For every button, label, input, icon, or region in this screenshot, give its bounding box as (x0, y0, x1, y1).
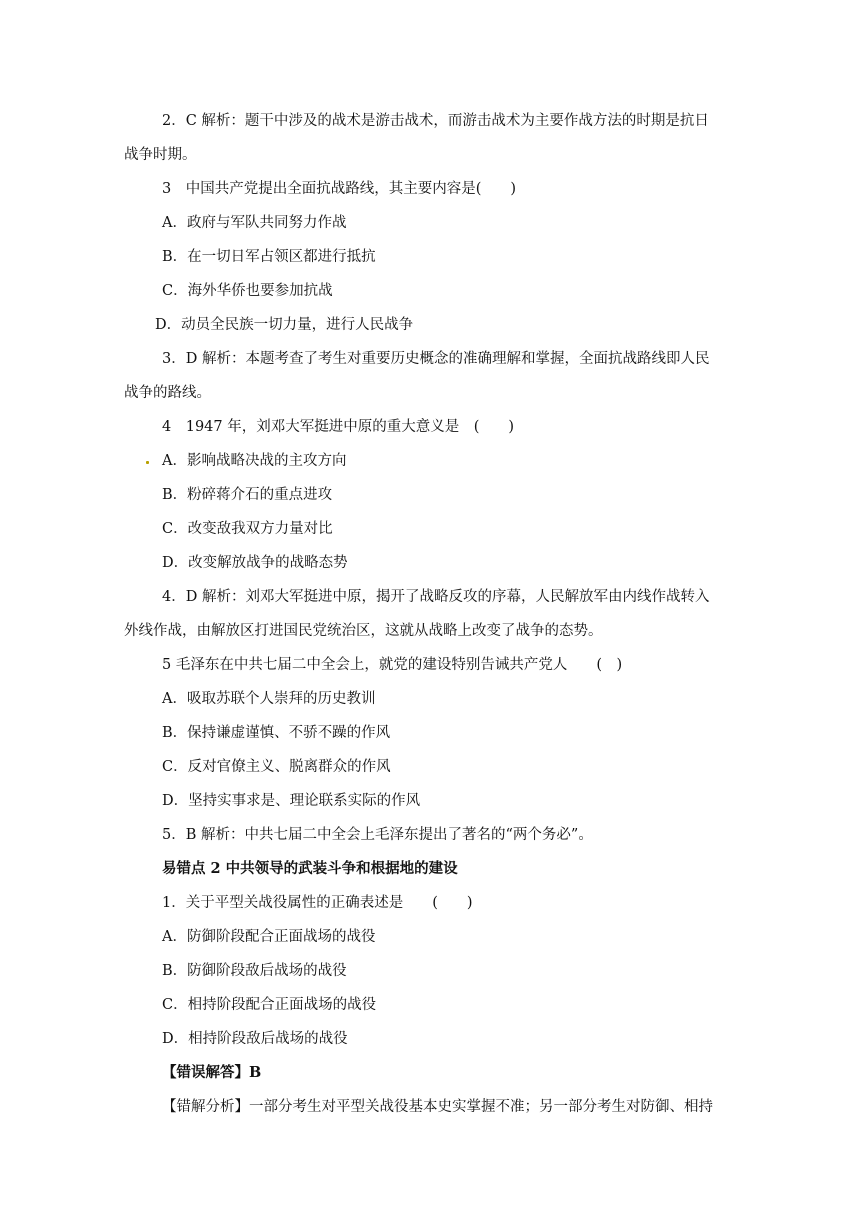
question-5-option-b: B．保持谦虚谨慎、不骄不躁的作风 (162, 725, 391, 741)
answer-5-analysis: 5．B 解析：中共七届二中全会上毛泽东提出了著名的“两个务必”。 (162, 827, 593, 843)
section-question-1-option-a: A．防御阶段配合正面战场的战役 (162, 929, 376, 945)
section-question-1-option-d: D．相持阶段敌后战场的战役 (162, 1031, 348, 1047)
section-heading: 易错点 2 中共领导的武装斗争和根据地的建设 (162, 860, 458, 877)
answer-3-analysis-cont: 战争的路线。 (124, 385, 211, 401)
section-question-1-option-c: C．相持阶段配合正面战场的战役 (162, 997, 377, 1013)
question-4-option-a: A．影响战略决战的主攻方向 (162, 453, 347, 469)
question-5-option-a: A．吸取苏联个人崇拜的历史教训 (162, 691, 376, 707)
question-4-option-c: C．改变敌我双方力量对比 (162, 521, 333, 537)
answer-4-analysis-cont: 外线作战，由解放区打进国民党统治区，这就从战略上改变了战争的态势。 (124, 623, 603, 639)
question-3-stem: 3 中国共产党提出全面抗战路线，其主要内容是( ) (162, 181, 517, 197)
question-5-stem: 5 毛泽东在中共七届二中全会上，就党的建设特别告诫共产党人 ( ) (162, 657, 623, 673)
question-3-option-c: C．海外华侨也要参加抗战 (162, 283, 333, 299)
question-5-option-d: D．坚持实事求是、理论联系实际的作风 (162, 793, 421, 809)
question-4-option-b: B．粉碎蒋介石的重点进攻 (162, 487, 333, 503)
question-3-option-a: A．政府与军队共同努力作战 (162, 215, 347, 231)
error-analysis: 【错解分析】一部分考生对平型关战役基本史实掌握不准；另一部分考生对防御、相持 (162, 1099, 713, 1115)
question-4-option-d: D．改变解放战争的战略态势 (162, 555, 348, 571)
question-5-option-c: C．反对官僚主义、脱离群众的作风 (162, 759, 391, 775)
question-3-option-d: D．动员全民族一切力量，进行人民战争 (155, 317, 414, 333)
stray-mark (146, 461, 149, 464)
question-4-stem: 4 1947 年，刘邓大军挺进中原的重大意义是 ( ) (162, 419, 515, 435)
answer-2-analysis-cont: 战争时期。 (124, 147, 197, 163)
answer-4-analysis: 4．D 解析：刘邓大军挺进中原，揭开了战略反攻的序幕，人民解放军由内线作战转入 (162, 589, 710, 605)
section-question-1-stem: 1．关于平型关战役属性的正确表述是 ( ) (162, 895, 473, 911)
wrong-answer: 【错误解答】B (162, 1064, 262, 1081)
section-question-1-option-b: B．防御阶段敌后战场的战役 (162, 963, 347, 979)
question-3-option-b: B．在一切日军占领区都进行抵抗 (162, 249, 376, 265)
answer-2-analysis: 2．C 解析：题干中涉及的战术是游击战术，而游击战术为主要作战方法的时期是抗日 (162, 113, 709, 129)
answer-3-analysis: 3．D 解析：本题考查了考生对重要历史概念的准确理解和掌握，全面抗战路线即人民 (162, 351, 710, 367)
